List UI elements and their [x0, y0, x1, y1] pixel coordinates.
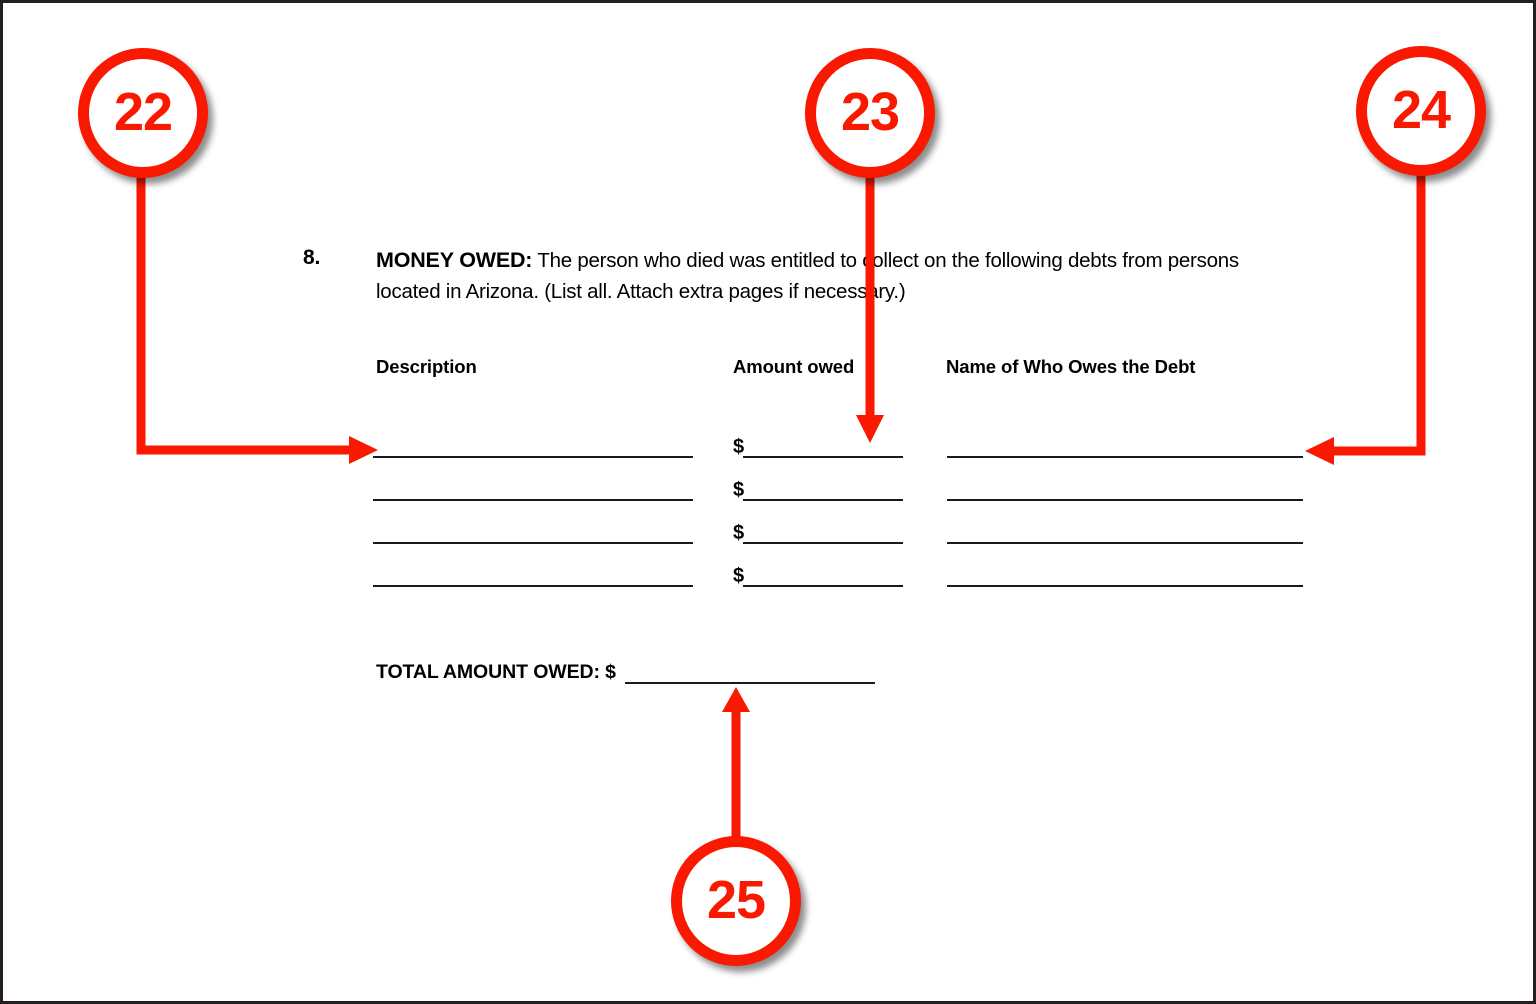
callout-24-number: 24 [1391, 80, 1451, 140]
total-amount-owed-label: TOTAL AMOUNT OWED: $ [376, 661, 616, 683]
column-header-name-of-debtor: Name of Who Owes the Debt [946, 356, 1196, 377]
callout-23[interactable] [805, 48, 935, 178]
currency-symbol: $ [733, 522, 745, 544]
callout-25[interactable] [671, 836, 801, 966]
currency-symbol: $ [733, 436, 745, 458]
currency-symbol: $ [733, 479, 745, 501]
item-number: 8. [303, 246, 321, 269]
arrow-24 [1305, 173, 1421, 465]
money-owed-body: The person who died was entitled to collect on the following debts from persons located in Arizona. (List all. Attach extra pages if necessary.) [376, 249, 1239, 303]
callout-22-number: 22 [113, 82, 173, 142]
currency-symbol: $ [733, 565, 745, 587]
callout-25-number: 25 [706, 870, 766, 930]
arrow-23 [856, 173, 884, 443]
column-header-amount-owed: Amount owed [733, 356, 855, 377]
callout-23-number: 23 [840, 82, 900, 142]
callout-22[interactable] [78, 48, 208, 178]
annotation-layer [3, 3, 1533, 1001]
callout-24[interactable] [1356, 46, 1486, 176]
arrow-22 [141, 173, 378, 464]
arrow-25 [722, 687, 750, 841]
column-header-description: Description [376, 356, 477, 377]
money-owed-heading: MONEY OWED: [376, 248, 533, 272]
